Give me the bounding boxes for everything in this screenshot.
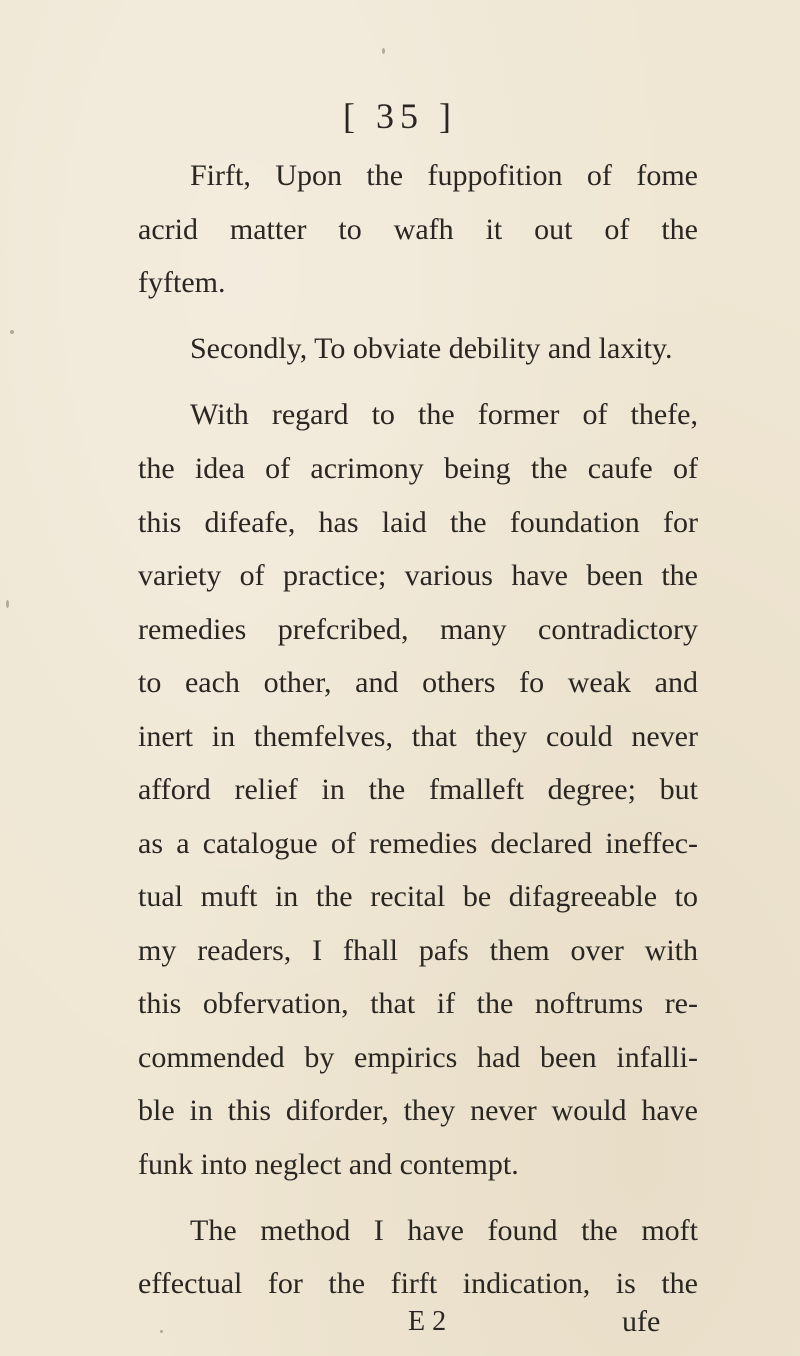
text-line: inert in themfelves, that they could never bbox=[138, 720, 698, 753]
text-line: afford relief in the fmalleft degree; but bbox=[138, 773, 698, 806]
paper-speck bbox=[382, 48, 385, 54]
text-line: ble in this diforder, they never would have bbox=[138, 1094, 698, 1127]
text-line: my readers, I fhall pafs them over with bbox=[138, 934, 698, 967]
text-line: tual muft in the recital be difagreeable to bbox=[138, 880, 698, 913]
paper-speck bbox=[6, 600, 9, 608]
paper-speck bbox=[160, 1330, 163, 1333]
text-line: this obfervation, that if the noftrums re- bbox=[138, 987, 698, 1020]
page-number-header: [ 35 ] bbox=[343, 96, 457, 136]
paper-speck bbox=[10, 330, 14, 334]
text-line: as a catalogue of remedies declared ineffec- bbox=[138, 827, 698, 860]
text-line: Firft, Upon the fuppofition of fome bbox=[190, 159, 698, 192]
text-line: With regard to the former of thefe, bbox=[190, 398, 698, 431]
text-line: The method I have found the moft bbox=[190, 1214, 698, 1247]
signature-mark: E 2 bbox=[408, 1306, 447, 1337]
text-line: variety of practice; various have been the bbox=[138, 559, 698, 592]
text-line: the idea of acrimony being the caufe of bbox=[138, 452, 698, 485]
text-line: acrid matter to wafh it out of the bbox=[138, 213, 698, 246]
text-line: to each other, and others fo weak and bbox=[138, 666, 698, 699]
text-line: remedies prefcribed, many contradictory bbox=[138, 613, 698, 646]
text-line: Secondly, To obviate debility and laxity. bbox=[190, 332, 673, 365]
text-line: commended by empirics had been infalli- bbox=[138, 1041, 698, 1074]
text-line: effectual for the firft indication, is the bbox=[138, 1267, 698, 1300]
text-line: this difeafe, has laid the foundation for bbox=[138, 506, 698, 539]
text-line: fyftem. bbox=[138, 266, 226, 299]
text-line: funk into neglect and contempt. bbox=[138, 1148, 519, 1181]
catchword: ufe bbox=[622, 1305, 661, 1338]
